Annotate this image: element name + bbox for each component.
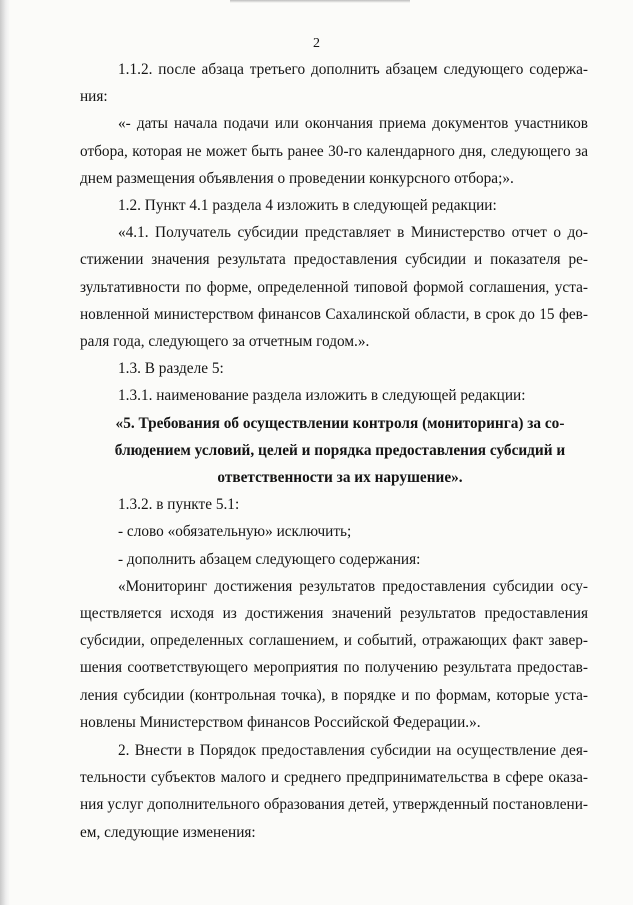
paragraph-quote-monitoring: «Мониторинг достижения результатов предоставления субсидии осуществляется исходя из достижения значений результатов предоставления субсидии, определенных соглашением, и событий, отражающих факт завершения соответствующего мероприятия по получению результата предоставления субсидии (контрольная точка), в порядке и по формам, которые установлены Министерством финансов Российской Федерации.».	[80, 577, 588, 731]
paragraph-add-clause: - дополнить абзацем следующего содержания:	[118, 550, 421, 568]
paragraph-word-removal: - слово «обязательную» исключить;	[118, 523, 352, 541]
section-5-heading: «5. Требования об осуществлении контроля (мониторинга) за соблюдением условий, целей и порядка предоставления субсидий и ответственности за их нарушение».	[114, 414, 566, 487]
paragraph-1-2: 1.2. Пункт 4.1 раздела 4 изложить в следующей редакции:	[118, 197, 497, 215]
document-body	[80, 56, 588, 846]
scan-left-edge	[0, 0, 10, 905]
paragraph-1-3-2: 1.3.2. в пункте 5.1:	[118, 496, 240, 514]
paragraph-1-1-2: 1.1.2. после абзаца третьего дополнить абзацем следующего содержания:	[80, 61, 588, 106]
paragraph-2: 2. Внести в Порядок предоставления субсидии на осуществление деятельности субъектов малого и среднего предпринимательства в сфере оказания услуг дополнительного образования детей, утвержденный постановлением, следующие изменения:	[80, 742, 588, 841]
paragraph-1-3-1: 1.3.1. наименование раздела изложить в следующей редакции:	[118, 387, 526, 405]
paragraph-quote-dates: «- даты начала подачи или окончания приема документов участников отбора, которая не может быть ранее 30-го календарного дня, следующего за днем размещения объявления о проведении конкурсного отбора;».	[80, 115, 588, 187]
paragraph-quote-4-1: «4.1. Получатель субсидии представляет в Министерство отчет о достижении значения результата предоставления субсидии и показателя результативности по форме, определенной типовой формой соглашения, установленной министерством финансов Сахалинской области, в срок до 15 февраля года, следующего за отчетным годом.».	[80, 224, 588, 351]
page-number: 2	[313, 36, 320, 51]
scan-top-mark	[230, 0, 410, 3]
paragraph-1-3: 1.3. В разделе 5:	[118, 360, 224, 378]
